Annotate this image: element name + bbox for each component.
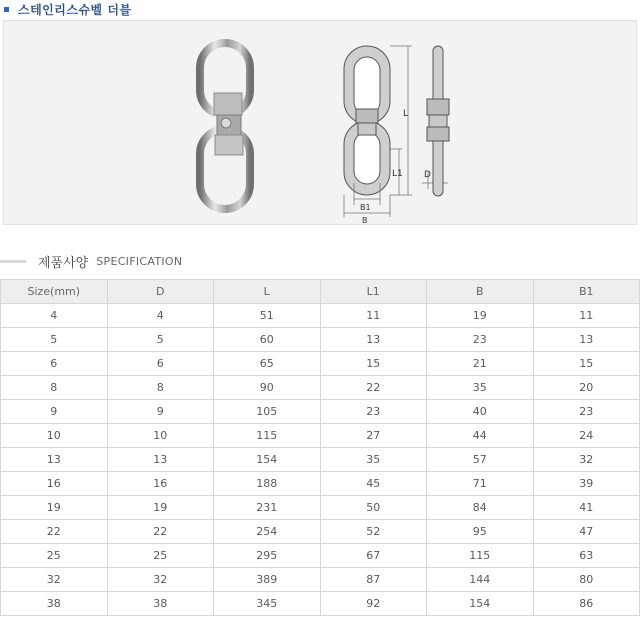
cell: 21 [427, 352, 534, 376]
cell: 95 [427, 520, 534, 544]
cell: 20 [533, 376, 640, 400]
cell: 8 [107, 376, 214, 400]
cell: 44 [427, 424, 534, 448]
table-header-row [1, 280, 640, 304]
table-row [1, 328, 640, 352]
cell: 65 [214, 352, 321, 376]
spec-heading [0, 249, 182, 273]
cell: 16 [107, 472, 214, 496]
cell: 10 [1, 424, 108, 448]
cell: 32 [107, 568, 214, 592]
cell: 23 [320, 400, 427, 424]
page-header [4, 0, 132, 18]
cell: 71 [427, 472, 534, 496]
cell: 115 [214, 424, 321, 448]
product-illustration [4, 21, 638, 226]
cell: 38 [1, 592, 108, 616]
cell: 39 [533, 472, 640, 496]
cell: 84 [427, 496, 534, 520]
cell: 19 [427, 304, 534, 328]
cell: 67 [320, 544, 427, 568]
cell: 19 [107, 496, 214, 520]
cell: 6 [1, 352, 108, 376]
cell: 254 [214, 520, 321, 544]
col-header-size: Size(mm) [1, 280, 108, 304]
cell: 105 [214, 400, 321, 424]
cell: 22 [320, 376, 427, 400]
cell: 389 [214, 568, 321, 592]
dim-label-D: D [424, 170, 431, 180]
cell: 35 [427, 376, 534, 400]
spec-title-en: SPECIFICATION [96, 254, 183, 268]
cell: 11 [320, 304, 427, 328]
table-row [1, 352, 640, 376]
cell: 80 [533, 568, 640, 592]
table-row [1, 592, 640, 616]
cell: 5 [1, 328, 108, 352]
spec-table [0, 279, 640, 616]
cell: 8 [1, 376, 108, 400]
cell: 27 [320, 424, 427, 448]
table-row [1, 400, 640, 424]
col-header-b1: B1 [533, 280, 640, 304]
table-row [1, 520, 640, 544]
cell: 13 [533, 328, 640, 352]
cell: 52 [320, 520, 427, 544]
cell: 92 [320, 592, 427, 616]
cell: 32 [533, 448, 640, 472]
cell: 35 [320, 448, 427, 472]
cell: 51 [214, 304, 321, 328]
spec-heading-dash [0, 260, 26, 263]
swivel-front-drawing [344, 46, 390, 195]
page-title: 스테인리스슈벨 더블 [18, 2, 132, 17]
cell: 188 [214, 472, 321, 496]
cell: 60 [214, 328, 321, 352]
cell: 32 [1, 568, 108, 592]
cell: 4 [1, 304, 108, 328]
col-header-l1: L1 [320, 280, 427, 304]
cell: 25 [1, 544, 108, 568]
table-row [1, 376, 640, 400]
cell: 345 [214, 592, 321, 616]
cell: 9 [1, 400, 108, 424]
cell: 231 [214, 496, 321, 520]
swivel-photo [200, 43, 250, 209]
cell: 11 [533, 304, 640, 328]
cell: 115 [427, 544, 534, 568]
cell: 23 [427, 328, 534, 352]
cell: 57 [427, 448, 534, 472]
cell: 23 [533, 400, 640, 424]
col-header-b: B [427, 280, 534, 304]
cell: 10 [107, 424, 214, 448]
cell: 15 [533, 352, 640, 376]
col-header-d: D [107, 280, 214, 304]
table-row [1, 568, 640, 592]
cell: 24 [533, 424, 640, 448]
cell: 45 [320, 472, 427, 496]
cell: 22 [107, 520, 214, 544]
col-header-l: L [214, 280, 321, 304]
cell: 15 [320, 352, 427, 376]
table-row [1, 448, 640, 472]
cell: 295 [214, 544, 321, 568]
dim-label-B1: B1 [360, 203, 371, 212]
cell: 87 [320, 568, 427, 592]
cell: 19 [1, 496, 108, 520]
cell: 40 [427, 400, 534, 424]
cell: 63 [533, 544, 640, 568]
table-row [1, 304, 640, 328]
cell: 47 [533, 520, 640, 544]
product-image-panel [3, 20, 637, 225]
cell: 25 [107, 544, 214, 568]
cell: 4 [107, 304, 214, 328]
title-bullet-icon [4, 7, 9, 12]
cell: 38 [107, 592, 214, 616]
cell: 154 [427, 592, 534, 616]
table-row [1, 472, 640, 496]
cell: 5 [107, 328, 214, 352]
cell: 154 [214, 448, 321, 472]
table-row [1, 424, 640, 448]
cell: 13 [107, 448, 214, 472]
spec-title-ko: 제품사양 [38, 255, 89, 271]
dim-label-L1: L1 [392, 169, 403, 179]
table-row [1, 544, 640, 568]
cell: 13 [320, 328, 427, 352]
cell: 9 [107, 400, 214, 424]
cell: 90 [214, 376, 321, 400]
cell: 13 [1, 448, 108, 472]
cell: 22 [1, 520, 108, 544]
cell: 86 [533, 592, 640, 616]
table-row [1, 496, 640, 520]
cell: 41 [533, 496, 640, 520]
cell: 144 [427, 568, 534, 592]
dim-label-L: L [403, 109, 409, 119]
cell: 6 [107, 352, 214, 376]
cell: 50 [320, 496, 427, 520]
cell: 16 [1, 472, 108, 496]
dim-label-B: B [362, 216, 368, 225]
